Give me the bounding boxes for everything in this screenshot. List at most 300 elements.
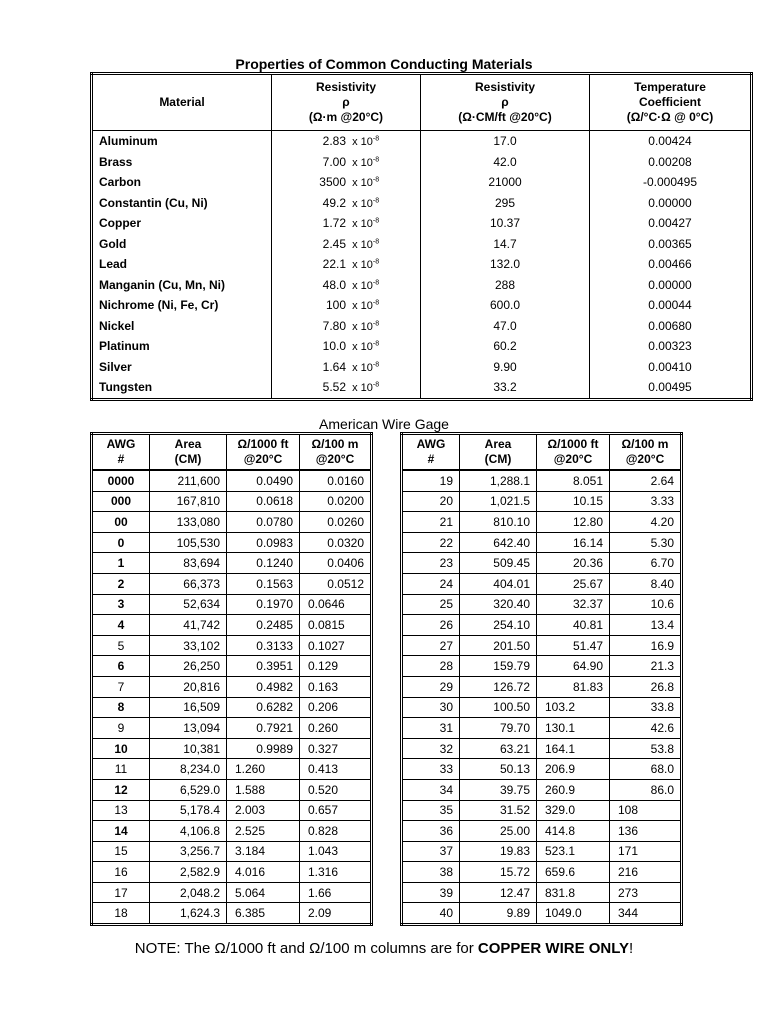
- resistivity-value: 1.72: [322, 216, 346, 231]
- awg-gauge: 37: [402, 841, 460, 862]
- material-name: Lead: [92, 254, 272, 275]
- awg-area: 1,624.3: [150, 903, 227, 925]
- awg-gauge: 4: [92, 615, 150, 636]
- header-line: (Ω·CM/ft @20°C): [458, 110, 552, 124]
- awg-ohm-per-1000ft: 16.14: [537, 532, 610, 553]
- awg-gauge: 16: [92, 862, 150, 883]
- header-line: ρ: [501, 95, 509, 109]
- awg-ohm-per-100m: 1.043: [300, 841, 372, 862]
- awg-ohm-per-1000ft: 0.0618: [227, 491, 300, 512]
- awg-gauge: 29: [402, 676, 460, 697]
- sci-base: x 10: [352, 218, 373, 231]
- awg-gauge: 7: [92, 676, 150, 697]
- resistivity-ohm-m: [272, 336, 421, 357]
- awg-gauge: 11: [92, 759, 150, 780]
- awg-ohm-per-100m: 2.09: [300, 903, 372, 925]
- resistivity-value: 2.83: [322, 134, 346, 149]
- awg-area: 5,178.4: [150, 800, 227, 821]
- awg-ohm-per-100m: 0.206: [300, 697, 372, 718]
- material-name: Copper: [92, 213, 272, 234]
- awg-ohm-per-100m: 0.163: [300, 676, 372, 697]
- awg-area: 19.83: [460, 841, 537, 862]
- awg-row: [92, 862, 372, 883]
- awg-ohm-per-1000ft: 4.016: [227, 862, 300, 883]
- awg-ohm-per-1000ft: 0.3133: [227, 635, 300, 656]
- awg-ohm-per-100m: 53.8: [610, 738, 682, 759]
- materials-header-row: [92, 74, 752, 131]
- awg-gauge: 27: [402, 635, 460, 656]
- sci-base: x 10: [352, 341, 373, 354]
- header-line: AWG: [416, 437, 446, 451]
- awg-ohm-per-1000ft: 51.47: [537, 635, 610, 656]
- material-row: [92, 131, 752, 152]
- awg-gauge: 39: [402, 882, 460, 903]
- awg-row: [402, 800, 682, 821]
- awg-area: 133,080: [150, 512, 227, 533]
- awg-gauge: 34: [402, 779, 460, 800]
- resistivity-cm-ft: 14.7: [421, 234, 590, 255]
- awg-ohm-per-100m: 0.0646: [300, 594, 372, 615]
- awg-ohm-per-1000ft: 1.260: [227, 759, 300, 780]
- awg-ohm-per-1000ft: 0.0490: [227, 470, 300, 491]
- sci-notation: [346, 136, 379, 148]
- header-line: Area: [174, 437, 202, 451]
- header-ohm-per-100m: [610, 434, 682, 471]
- resistivity-ohm-m: [272, 295, 421, 316]
- awg-ohm-per-100m: 0.327: [300, 738, 372, 759]
- material-name: Nichrome (Ni, Fe, Cr): [92, 295, 272, 316]
- awg-gauge: 000: [92, 491, 150, 512]
- materials-body: [92, 131, 752, 400]
- awg-area: 20,816: [150, 676, 227, 697]
- header-ohm-per-1000ft: [227, 434, 300, 471]
- awg-area: 2,582.9: [150, 862, 227, 883]
- material-row: [92, 234, 752, 255]
- awg-ohm-per-100m: 0.828: [300, 821, 372, 842]
- note-text: NOTE: The Ω/1000 ft and Ω/100 m columns are for: [134, 940, 478, 957]
- resistivity-cm-ft: 295: [421, 193, 590, 214]
- sci-exponent: -8: [372, 279, 380, 287]
- awg-ohm-per-100m: 0.520: [300, 779, 372, 800]
- awg-area: 404.01: [460, 573, 537, 594]
- material-row: [92, 152, 752, 173]
- awg-gauge: 21: [402, 512, 460, 533]
- awg-gauge: 14: [92, 821, 150, 842]
- awg-row: [402, 903, 682, 925]
- awg-ohm-per-1000ft: 0.9989: [227, 738, 300, 759]
- resistivity-ohm-m: [272, 316, 421, 337]
- header-awg: [92, 434, 150, 471]
- awg-ohm-per-1000ft: 0.7921: [227, 718, 300, 739]
- material-name: Platinum: [92, 336, 272, 357]
- awg-gauge: 10: [92, 738, 150, 759]
- awg-row: [402, 512, 682, 533]
- header-line: ρ: [342, 95, 350, 109]
- sci-notation: [346, 341, 379, 353]
- header-line: (Ω/°C·Ω @ 0°C): [626, 110, 714, 124]
- awg-ohm-per-100m: 344: [610, 903, 682, 925]
- awg-row: [402, 594, 682, 615]
- sci-notation: [346, 198, 379, 210]
- sci-exponent: -8: [372, 361, 380, 369]
- resistivity-cm-ft: 17.0: [421, 131, 590, 152]
- awg-ohm-per-100m: 0.0260: [300, 512, 372, 533]
- temperature-coefficient: 0.00495: [590, 377, 752, 399]
- resistivity-value: 48.0: [322, 277, 346, 292]
- awg-area: 159.79: [460, 656, 537, 677]
- awg-ohm-per-100m: 273: [610, 882, 682, 903]
- awg-ohm-per-1000ft: 20.36: [537, 553, 610, 574]
- header-line: Resistivity: [474, 80, 536, 94]
- temperature-coefficient: 0.00323: [590, 336, 752, 357]
- material-row: [92, 295, 752, 316]
- copper-note: [0, 940, 768, 957]
- material-row: [92, 254, 752, 275]
- temperature-coefficient: 0.00410: [590, 357, 752, 378]
- awg-gauge: 12: [92, 779, 150, 800]
- awg-gauge: 15: [92, 841, 150, 862]
- awg-ohm-per-100m: 5.30: [610, 532, 682, 553]
- awg-row: [402, 470, 682, 491]
- awg-area: 100.50: [460, 697, 537, 718]
- awg-gauge: 25: [402, 594, 460, 615]
- awg-ohm-per-1000ft: 12.80: [537, 512, 610, 533]
- resistivity-ohm-m: [272, 213, 421, 234]
- temperature-coefficient: 0.00466: [590, 254, 752, 275]
- resistivity-cm-ft: 33.2: [421, 377, 590, 399]
- sci-base: x 10: [352, 136, 373, 149]
- awg-ohm-per-1000ft: 831.8: [537, 882, 610, 903]
- header-line: #: [117, 452, 125, 466]
- awg-gauge: 23: [402, 553, 460, 574]
- awg-ohm-per-100m: 13.4: [610, 615, 682, 636]
- temperature-coefficient: 0.00000: [590, 193, 752, 214]
- awg-ohm-per-100m: 1.316: [300, 862, 372, 883]
- resistivity-value: 22.1: [322, 257, 346, 272]
- awg-row: [92, 532, 372, 553]
- awg-area: 15.72: [460, 862, 537, 883]
- awg-area: 4,106.8: [150, 821, 227, 842]
- sci-exponent: -8: [372, 320, 380, 328]
- awg-area: 2,048.2: [150, 882, 227, 903]
- awg-gauge: 26: [402, 615, 460, 636]
- awg-table-left: [90, 432, 373, 926]
- awg-area: 1,288.1: [460, 470, 537, 491]
- awg-ohm-per-100m: 1.66: [300, 882, 372, 903]
- material-name: Constantin (Cu, Ni): [92, 193, 272, 214]
- awg-ohm-per-100m: 171: [610, 841, 682, 862]
- awg-ohm-per-100m: 0.129: [300, 656, 372, 677]
- awg-ohm-per-100m: 216: [610, 862, 682, 883]
- header-resistivity-ohm-m: [272, 74, 421, 131]
- awg-ohm-per-100m: 42.6: [610, 718, 682, 739]
- awg-ohm-per-100m: 136: [610, 821, 682, 842]
- awg-ohm-per-100m: 0.0406: [300, 553, 372, 574]
- awg-ohm-per-1000ft: 0.0780: [227, 512, 300, 533]
- awg-ohm-per-100m: 10.6: [610, 594, 682, 615]
- awg-ohm-per-100m: 108: [610, 800, 682, 821]
- awg-row: [92, 821, 372, 842]
- awg-ohm-per-1000ft: 25.67: [537, 573, 610, 594]
- awg-gauge: 17: [92, 882, 150, 903]
- awg-header-row: [92, 434, 372, 471]
- header-line: Ω/100 m: [621, 437, 669, 451]
- header-line: @20°C: [315, 452, 355, 466]
- awg-row: [402, 779, 682, 800]
- awg-row: [92, 470, 372, 491]
- awg-table-right: [400, 432, 683, 926]
- awg-ohm-per-100m: 16.9: [610, 635, 682, 656]
- awg-header-row: [402, 434, 682, 471]
- awg-gauge: 31: [402, 718, 460, 739]
- sci-exponent: -8: [372, 381, 380, 389]
- awg-ohm-per-1000ft: 1049.0: [537, 903, 610, 925]
- header-line: @20°C: [553, 452, 593, 466]
- material-name: Manganin (Cu, Mn, Ni): [92, 275, 272, 296]
- awg-gauge: 5: [92, 635, 150, 656]
- awg-gauge: 13: [92, 800, 150, 821]
- awg-ohm-per-1000ft: 0.0983: [227, 532, 300, 553]
- header-material: Material: [92, 74, 272, 131]
- resistivity-ohm-m: [272, 193, 421, 214]
- resistivity-ohm-m: [272, 254, 421, 275]
- sci-exponent: -8: [372, 156, 380, 164]
- resistivity-cm-ft: 10.37: [421, 213, 590, 234]
- resistivity-value: 49.2: [322, 195, 346, 210]
- awg-ohm-per-1000ft: 10.15: [537, 491, 610, 512]
- awg-ohm-per-100m: 0.0512: [300, 573, 372, 594]
- temperature-coefficient: -0.000495: [590, 172, 752, 193]
- awg-gauge: 3: [92, 594, 150, 615]
- resistivity-cm-ft: 9.90: [421, 357, 590, 378]
- awg-ohm-per-1000ft: 0.1240: [227, 553, 300, 574]
- material-row: [92, 336, 752, 357]
- awg-gauge: 20: [402, 491, 460, 512]
- awg-gauge: 2: [92, 573, 150, 594]
- awg-row: [92, 779, 372, 800]
- sci-base: x 10: [352, 361, 373, 374]
- awg-area: 6,529.0: [150, 779, 227, 800]
- sci-notation: [346, 177, 379, 189]
- awg-row: [92, 635, 372, 656]
- resistivity-ohm-m: [272, 234, 421, 255]
- awg-row: [402, 491, 682, 512]
- sci-base: x 10: [352, 320, 373, 333]
- awg-gauge: 6: [92, 656, 150, 677]
- header-area: [460, 434, 537, 471]
- header-line: Resistivity: [315, 80, 377, 94]
- sci-base: x 10: [352, 177, 373, 190]
- awg-ohm-per-1000ft: 81.83: [537, 676, 610, 697]
- material-name: Gold: [92, 234, 272, 255]
- awg-ohm-per-1000ft: 329.0: [537, 800, 610, 821]
- sci-exponent: -8: [372, 238, 380, 246]
- temperature-coefficient: 0.00424: [590, 131, 752, 152]
- awg-area: 31.52: [460, 800, 537, 821]
- header-temperature-coefficient: [590, 74, 752, 131]
- awg-area: 41,742: [150, 615, 227, 636]
- awg-row: [92, 718, 372, 739]
- awg-area: 8,234.0: [150, 759, 227, 780]
- resistivity-value: 5.52: [322, 380, 346, 395]
- header-line: (CM): [174, 452, 202, 466]
- awg-area: 33,102: [150, 635, 227, 656]
- awg-row: [92, 594, 372, 615]
- awg-gauge: 36: [402, 821, 460, 842]
- awg-gauge: 0000: [92, 470, 150, 491]
- awg-ohm-per-100m: 0.260: [300, 718, 372, 739]
- material-row: [92, 172, 752, 193]
- sci-exponent: -8: [372, 176, 380, 184]
- header-line: @20°C: [243, 452, 283, 466]
- header-resistivity-cm-ft: [421, 74, 590, 131]
- sci-exponent: -8: [372, 340, 380, 348]
- sci-notation: [346, 259, 379, 271]
- awg-area: 66,373: [150, 573, 227, 594]
- awg-area: 16,509: [150, 697, 227, 718]
- material-name: Brass: [92, 152, 272, 173]
- awg-row: [92, 553, 372, 574]
- header-line: AWG: [106, 437, 136, 451]
- awg-row: [92, 800, 372, 821]
- awg-area: 52,634: [150, 594, 227, 615]
- awg-body-right: [402, 470, 682, 925]
- awg-row: [402, 821, 682, 842]
- awg-ohm-per-1000ft: 0.2485: [227, 615, 300, 636]
- awg-ohm-per-1000ft: 130.1: [537, 718, 610, 739]
- header-line: Area: [484, 437, 512, 451]
- materials-table: [90, 72, 753, 401]
- material-name: Silver: [92, 357, 272, 378]
- temperature-coefficient: 0.00044: [590, 295, 752, 316]
- sci-base: x 10: [352, 382, 373, 395]
- awg-row: [92, 759, 372, 780]
- awg-ohm-per-1000ft: 3.184: [227, 841, 300, 862]
- awg-area: 642.40: [460, 532, 537, 553]
- awg-ohm-per-1000ft: 103.2: [537, 697, 610, 718]
- awg-area: 167,810: [150, 491, 227, 512]
- awg-row: [92, 697, 372, 718]
- resistivity-cm-ft: 132.0: [421, 254, 590, 275]
- resistivity-ohm-m: [272, 357, 421, 378]
- awg-row: [402, 759, 682, 780]
- awg-ohm-per-1000ft: 32.37: [537, 594, 610, 615]
- awg-area: 201.50: [460, 635, 537, 656]
- sci-base: x 10: [352, 279, 373, 292]
- awg-area: 79.70: [460, 718, 537, 739]
- awg-ohm-per-1000ft: 64.90: [537, 656, 610, 677]
- awg-ohm-per-100m: 0.657: [300, 800, 372, 821]
- awg-area: 105,530: [150, 532, 227, 553]
- temperature-coefficient: 0.00680: [590, 316, 752, 337]
- resistivity-cm-ft: 42.0: [421, 152, 590, 173]
- material-row: [92, 377, 752, 399]
- awg-gauge: 1: [92, 553, 150, 574]
- awg-ohm-per-1000ft: 164.1: [537, 738, 610, 759]
- awg-gauge: 19: [402, 470, 460, 491]
- awg-row: [92, 882, 372, 903]
- awg-gauge: 28: [402, 656, 460, 677]
- material-row: [92, 275, 752, 296]
- awg-row: [92, 615, 372, 636]
- awg-ohm-per-1000ft: 40.81: [537, 615, 610, 636]
- awg-area: 26,250: [150, 656, 227, 677]
- temperature-coefficient: 0.00427: [590, 213, 752, 234]
- awg-ohm-per-1000ft: 0.4982: [227, 676, 300, 697]
- awg-body-left: [92, 470, 372, 925]
- awg-area: 810.10: [460, 512, 537, 533]
- awg-row: [92, 512, 372, 533]
- awg-area: 83,694: [150, 553, 227, 574]
- material-name: Carbon: [92, 172, 272, 193]
- resistivity-value: 100: [325, 298, 346, 313]
- resistivity-cm-ft: 21000: [421, 172, 590, 193]
- awg-row: [402, 532, 682, 553]
- awg-gauge: 24: [402, 573, 460, 594]
- awg-row: [402, 615, 682, 636]
- awg-ohm-per-1000ft: 0.3951: [227, 656, 300, 677]
- awg-gauge: 32: [402, 738, 460, 759]
- sci-notation: [346, 362, 379, 374]
- awg-area: 63.21: [460, 738, 537, 759]
- resistivity-cm-ft: 60.2: [421, 336, 590, 357]
- sci-notation: [346, 321, 379, 333]
- awg-ohm-per-100m: 0.0815: [300, 615, 372, 636]
- awg-area: 254.10: [460, 615, 537, 636]
- sci-exponent: -8: [372, 217, 380, 225]
- sci-base: x 10: [352, 156, 373, 169]
- awg-ohm-per-1000ft: 0.1563: [227, 573, 300, 594]
- awg-ohm-per-100m: 0.413: [300, 759, 372, 780]
- resistivity-ohm-m: [272, 172, 421, 193]
- awg-row: [402, 882, 682, 903]
- sci-exponent: -8: [372, 299, 380, 307]
- note-emphasis: COPPER WIRE ONLY: [477, 940, 630, 957]
- sci-base: x 10: [352, 197, 373, 210]
- sci-exponent: -8: [372, 197, 380, 205]
- awg-row: [402, 656, 682, 677]
- awg-ohm-per-100m: 4.20: [610, 512, 682, 533]
- awg-ohm-per-100m: 8.40: [610, 573, 682, 594]
- resistivity-cm-ft: 47.0: [421, 316, 590, 337]
- sci-notation: [346, 239, 379, 251]
- resistivity-ohm-m: [272, 377, 421, 399]
- awg-gauge: 35: [402, 800, 460, 821]
- resistivity-ohm-m: [272, 131, 421, 152]
- resistivity-value: 2.45: [322, 236, 346, 251]
- material-row: [92, 213, 752, 234]
- awg-row: [402, 841, 682, 862]
- awg-ohm-per-100m: 2.64: [610, 470, 682, 491]
- header-line: Ω/1000 ft: [237, 437, 289, 451]
- awg-ohm-per-100m: 0.0200: [300, 491, 372, 512]
- awg-ohm-per-100m: 3.33: [610, 491, 682, 512]
- awg-title: American Wire Gage: [319, 416, 449, 432]
- awg-ohm-per-1000ft: 0.1970: [227, 594, 300, 615]
- header-area: [150, 434, 227, 471]
- awg-area: 12.47: [460, 882, 537, 903]
- awg-area: 50.13: [460, 759, 537, 780]
- awg-row: [92, 903, 372, 925]
- sci-notation: [346, 157, 379, 169]
- sci-notation: [346, 280, 379, 292]
- temperature-coefficient: 0.00208: [590, 152, 752, 173]
- awg-area: 9.89: [460, 903, 537, 925]
- awg-gauge: 40: [402, 903, 460, 925]
- sci-exponent: -8: [372, 135, 380, 143]
- material-name: Tungsten: [92, 377, 272, 399]
- awg-area: 211,600: [150, 470, 227, 491]
